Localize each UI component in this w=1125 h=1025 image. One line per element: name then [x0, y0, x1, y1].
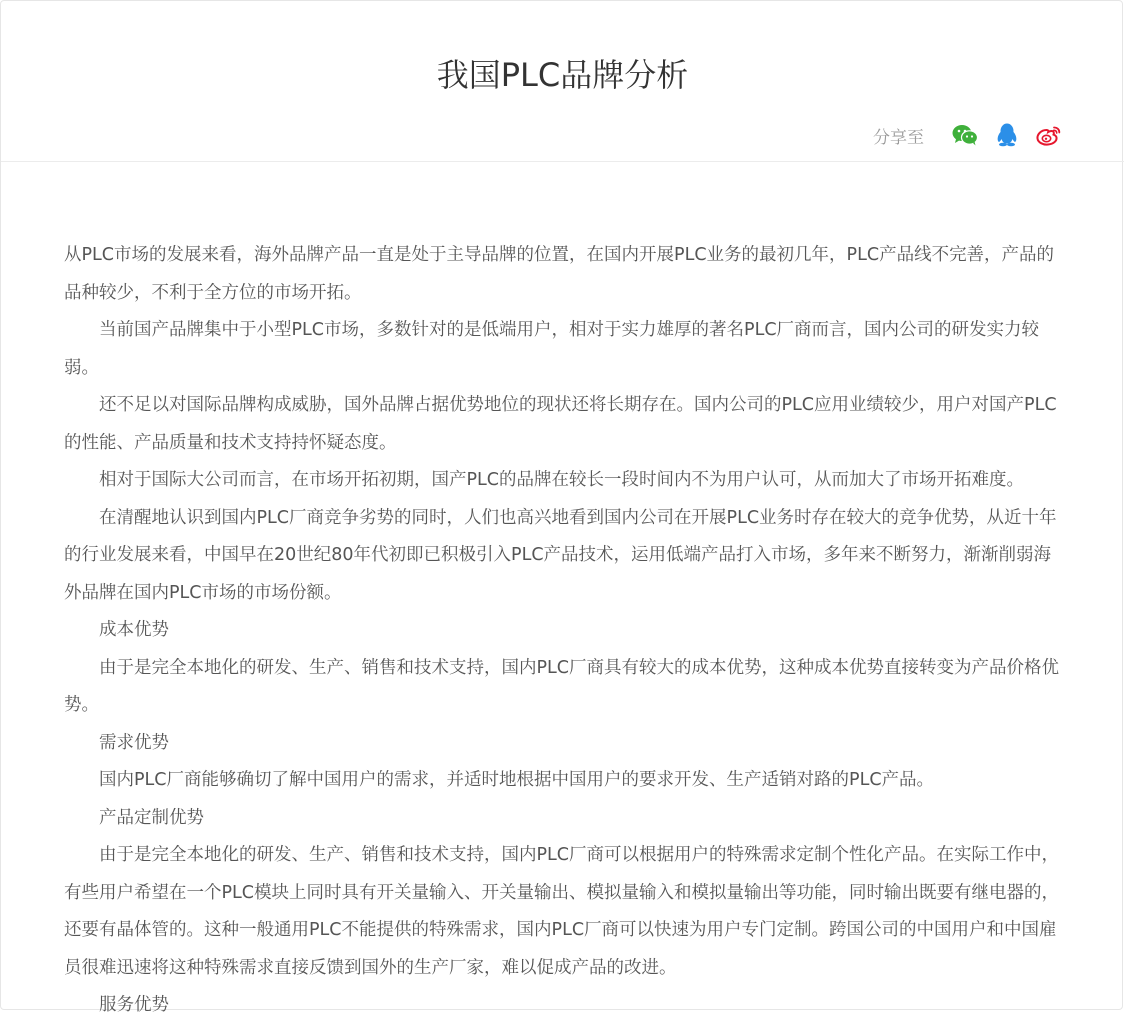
weibo-icon[interactable]: [1034, 120, 1064, 150]
paragraph: 相对于国际大公司而言，在市场开拓初期，国产PLC的品牌在较长一段时间内不为用户认可，从而加大了市场开拓难度。: [99, 470, 1025, 490]
section-heading: 需求优势: [99, 732, 169, 753]
qq-icon[interactable]: [992, 120, 1022, 150]
share-bar: [873, 120, 1064, 150]
paragraph: 当前国产品牌集中于小型PLC市场，多数针对的是低端用户，相对于实力雄厚的著名PLC厂商而言，国内公司的研发实力较弱。: [64, 320, 1040, 378]
article-header: [1, 1, 1124, 162]
section-heading: 服务优势: [99, 995, 169, 1015]
section-heading: 产品定制优势: [99, 807, 204, 828]
paragraph: 由于是完全本地化的研发、生产、销售和技术支持，国内PLC厂商具有较大的成本优势，这种成本优势直接转变为产品价格优势。: [64, 657, 1060, 715]
share-label: 分享至: [873, 127, 924, 148]
paragraph: 国内PLC厂商能够确切了解中国用户的需求，并适时地根据中国用户的要求开发、生产适销对路的PLC产品。: [99, 770, 935, 790]
article-title: 我国PLC品牌分析: [436, 56, 689, 94]
section-heading: 成本优势: [99, 620, 169, 640]
paragraph: 从PLC市场的发展来看，海外品牌产品一直是处于主导品牌的位置，在国内开展PLC业务的最初几年，PLC产品线不完善，产品的品种较少，不利于全方位的市场开拓。: [64, 245, 1055, 303]
paragraph: 还不足以对国际品牌构成威胁，国外品牌占据优势地位的现状还将长期存在。国内公司的PLC应用业绩较少，用户对国产PLC的性能、产品质量和技术支持持怀疑态度。: [64, 395, 1057, 453]
article-body: [64, 237, 1064, 1025]
wechat-icon[interactable]: [950, 120, 980, 150]
paragraph: 由于是完全本地化的研发、生产、销售和技术支持，国内PLC厂商可以根据用户的特殊需求定制个性化产品。在实际工作中，有些用户希望在一个PLC模块上同时具有开关量输入、开关量输出、模拟量输入和模拟量输出等功能，同时输出既要有继电器的，还要有晶体管的。这种一般通用PLC不能提供的特殊需求，国内PLC厂商可以快速为用户专门定制。跨国公司的中国用户和中国雇员很难迅速将这种特殊需求直接反馈到国外的生产厂家，难以促成产品的改进。: [64, 845, 1060, 978]
paragraph: 在清醒地认识到国内PLC厂商竞争劣势的同时，人们也高兴地看到国内公司在开展PLC业务时存在较大的竞争优势，从近十年的行业发展来看，中国早在20世纪80年代初即已积极引入PLC产品技术，运用低端产品打入市场，多年来不断努力，渐渐削弱海外品牌在国内PLC市场的市场份额。: [64, 507, 1057, 603]
